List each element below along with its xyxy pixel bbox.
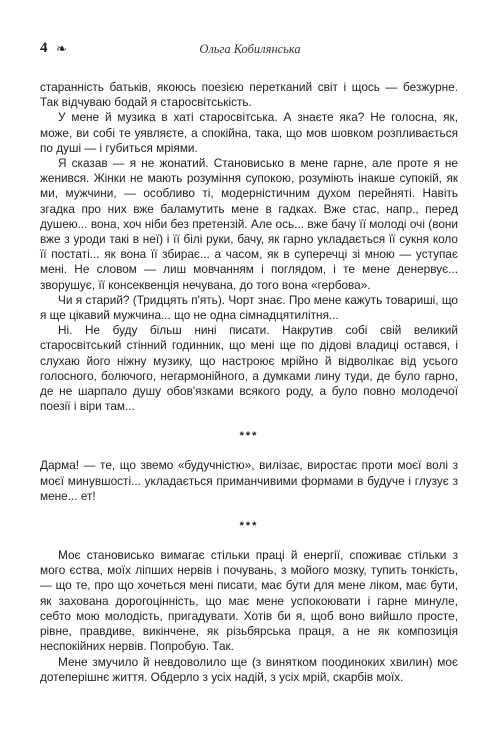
section-separator: *** (239, 520, 259, 533)
paragraph: Моє становисько вимагає стільки праці й енергії, споживає стільки з мого єства, моїх ліпших нервів і почувань, з мойого мозку, тупить тонкість, — що те, про що хочеться мені писати, має бути для мене ліком, має бути, як захована дорогоцінність, що має мене успокоювати і гарне минуле, себто мою молодість, пригадувати. Хотів би я, щоб воно вийшло просте, рівне, правдиве, викінчене, як різьбярська праця, а не як композиція неспокійних нервів. Попробую. Так. (40, 548, 458, 654)
fleuron-ornament-icon: ❧ (56, 41, 67, 56)
section-separator: *** (239, 430, 259, 443)
paragraph: Дарма! — те, що звемо «будучністю», вилізає, виростає проти моєї волі з моєї минувшості... укладається приманчивими формами в будуче і глузує з мене... ет! (40, 458, 458, 503)
paragraph: Ні. Не буду більш нині писати. Накрутив собі свій великий старосвітський стінний годинник, що мені ще по дідові владиці остався, і слухаю його ніжну музику, що настроює мрійно й відволікає від усього голосного, болючого, негармонійного, а думками лину туди, де було гарно, де не шарпало душу обов'язками всякого роду, а було повно молодечої поезії і віри там... (40, 323, 458, 414)
paragraph: старанність батьків, якоюсь поезією перетканий світ і щось — безжурне. Так відчуваю бодай я старосвітськість. (40, 80, 458, 110)
paragraph: Мене змучило й невдоволило ще (з винятком поодиноких хвилин) моє дотеперішнє життя. Обдерло з усіх надій, з усіх мрій, скарбів моїх. (40, 654, 458, 684)
paragraph: Я сказав — я не жонатий. Становисько в мене гарне, але проте я не женився. Жінки не мають розуміння супокою, розуміють інакше супокій, як ми, мужчини, — особливо ті, модерністичним духом перейняті. Навіть згадка про них вже баламутить мене в гадках. Вже стас, напр., перед душею... вона, хоч ніби без претензій. Але ось... вже бачу її молоді очі (вони вже з уроди такі в неї) і її білі руки, бачу, як гарно укладається її сукня коло її постаті... як вона її збирає... а часом, як в суперечці зі мною — уступає мені. Не словом — лиш мовчанням і поглядом, і те мене денервує... зворушує, її консеквенція нечувана, до того вона «гербова». (40, 156, 458, 292)
body-text (40, 80, 458, 685)
running-title: Ольга Кобилянська (199, 42, 301, 56)
page-header (40, 40, 460, 60)
paragraph: Чи я старий? (Тридцять п'ять). Чорт знає. Про мене кажуть товариші, що я ще цікавий мужчина... що не одна сімнадцятилітня... (40, 292, 458, 323)
paragraph: У мене й музика в хаті старосвітська. А знаєте яка? Не голосна, як, може, ви собі те уявляєте, а спокійна, така, що мов шовком розпливається по душі — і губиться мріями. (40, 110, 458, 155)
page-number: 4 (40, 40, 48, 56)
